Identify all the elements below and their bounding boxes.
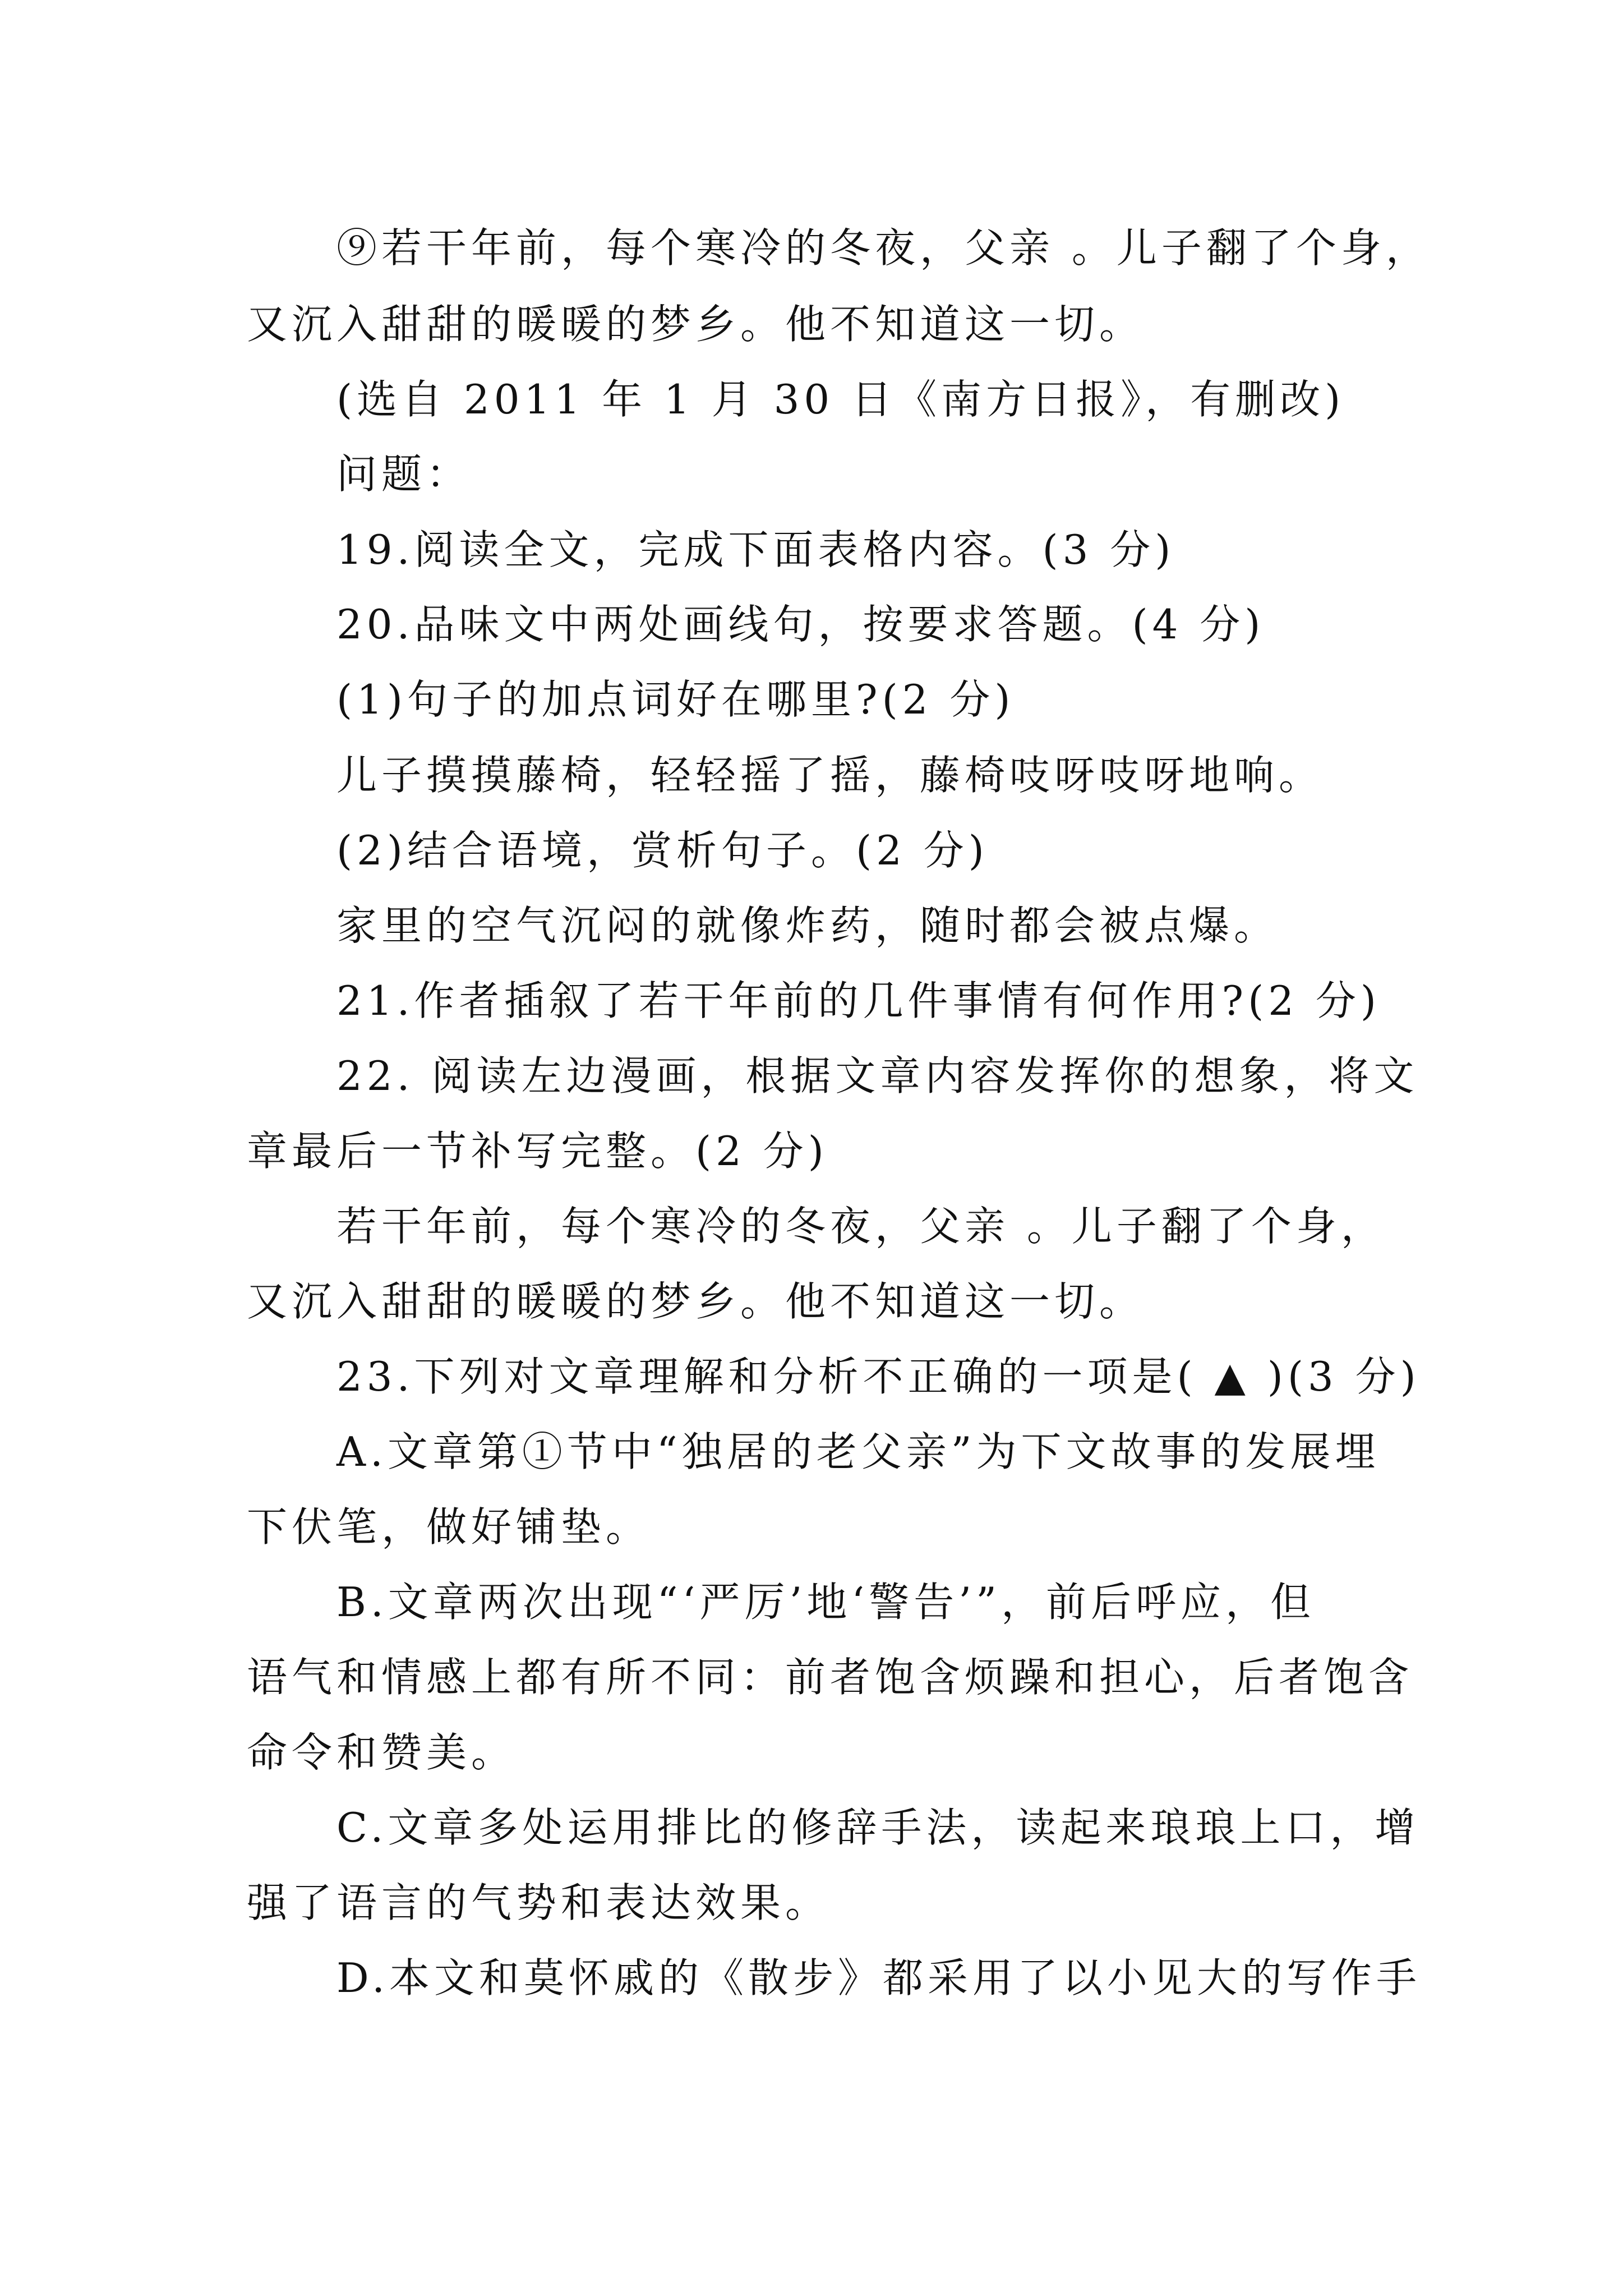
source-citation: (选自 2011 年 1 月 30 日《南方日报》，有删改): [336, 376, 1345, 423]
question-20-part-2: (2)结合语境，赏析句子。(2 分): [336, 827, 989, 874]
option-b-line-2: 语气和情感上都有所不同：前者饱含烦躁和担心，后者饱含: [247, 1654, 1414, 1701]
question-21: 21.作者插叙了若干年前的几件事情有何作用?(2 分): [336, 977, 1381, 1024]
question-19: 19.阅读全文，完成下面表格内容。(3 分): [336, 526, 1175, 573]
questions-heading: 问题：: [336, 450, 472, 498]
paragraph-9-line-2: 又沉入甜甜的暖暖的梦乡。他不知道这一切。: [247, 301, 1145, 348]
completion-text-line-1: 若干年前，每个寒冷的冬夜，父亲 。儿子翻了个身，: [336, 1203, 1386, 1250]
question-22-line-2: 章最后一节补写完整。(2 分): [247, 1128, 828, 1175]
completion-text-line-2: 又沉入甜甜的暖暖的梦乡。他不知道这一切。: [247, 1278, 1145, 1325]
option-a-line-2: 下伏笔，做好铺垫。: [247, 1503, 651, 1550]
option-c-line-2: 强了语言的气势和表达效果。: [247, 1879, 831, 1926]
option-a-line-1: A.文章第①节中“独居的老父亲”为下文故事的发展埋: [336, 1428, 1380, 1475]
question-20-part-1: (1)句子的加点词好在哪里?(2 分): [336, 676, 1015, 723]
paragraph-9-line-1: ⑨若干年前，每个寒冷的冬夜，父亲 。儿子翻了个身，: [336, 224, 1431, 272]
option-b-line-3: 命令和赞美。: [247, 1729, 517, 1776]
question-22-line-1: 22. 阅读左边漫画，根据文章内容发挥你的想象，将文: [336, 1052, 1419, 1099]
quoted-sentence-1: 儿子摸摸藤椅，轻轻摇了摇，藤椅吱呀吱呀地响。: [336, 752, 1324, 799]
option-d-line-1: D.本文和莫怀戚的《散步》都采用了以小见大的写作手: [336, 1954, 1422, 2001]
quoted-sentence-2: 家里的空气沉闷的就像炸药，随时都会被点爆。: [336, 902, 1279, 949]
option-b-line-1: B.文章两次出现“‘严厉’地‘警告’”，前后呼应，但: [336, 1579, 1315, 1626]
question-23: 23.下列对文章理解和分析不正确的一项是( ▲ )(3 分): [336, 1353, 1421, 1400]
question-20: 20.品味文中两处画线句，按要求答题。(4 分): [336, 601, 1265, 648]
option-c-line-1: C.文章多处运用排比的修辞手法，读起来琅琅上口，增: [336, 1804, 1420, 1851]
